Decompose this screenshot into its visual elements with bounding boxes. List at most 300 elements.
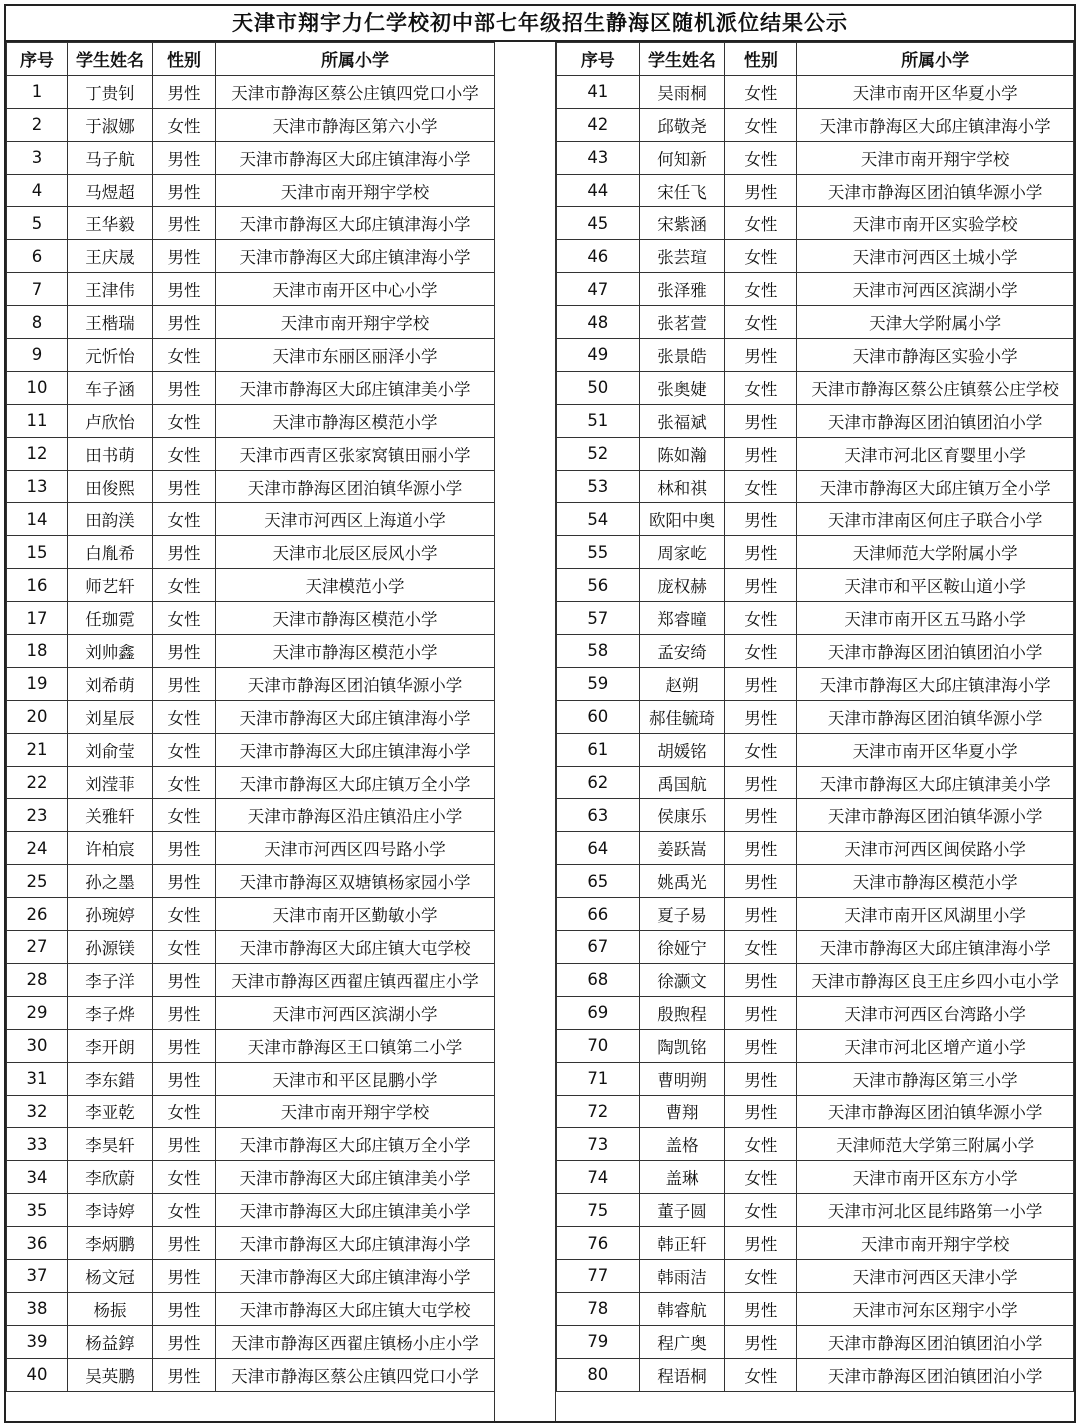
student-name: 姚禹光: [639, 865, 725, 898]
student-name: 张福斌: [639, 404, 725, 437]
student-name: 殷煦程: [639, 996, 725, 1029]
primary-school: 天津市静海区大邱庄镇津海小学: [797, 667, 1074, 700]
student-gender: 男性: [725, 569, 797, 602]
student-name: 任珈霓: [68, 602, 153, 635]
table-row: [7, 404, 495, 437]
student-name: 马煜超: [68, 174, 153, 207]
student-name: 何知新: [639, 141, 725, 174]
column-divider: [494, 42, 556, 1421]
student-name: 张芸瑄: [639, 240, 725, 273]
table-row: [7, 569, 495, 602]
primary-school: 天津市静海区蔡公庄镇四党口小学: [216, 75, 495, 108]
table-row: [557, 536, 1074, 569]
row-index: 79: [557, 1325, 640, 1358]
table-row: [7, 108, 495, 141]
table-row: [557, 1325, 1074, 1358]
table-row: [7, 766, 495, 799]
student-gender: 女性: [153, 1095, 216, 1128]
table-row: [7, 536, 495, 569]
student-name: 田书萌: [68, 437, 153, 470]
student-gender: 男性: [725, 898, 797, 931]
table-row: [557, 273, 1074, 306]
student-name: 许柏宸: [68, 832, 153, 865]
primary-school: 天津市南开区五马路小学: [797, 602, 1074, 635]
primary-school: 天津市河西区上海道小学: [216, 503, 495, 536]
student-gender: 男性: [153, 536, 216, 569]
primary-school: 天津市河西区台湾路小学: [797, 996, 1074, 1029]
student-gender: 女性: [725, 75, 797, 108]
student-gender: 女性: [725, 470, 797, 503]
student-name: 刘帅鑫: [68, 635, 153, 668]
header-index: 序号: [557, 43, 640, 76]
table-row: [7, 602, 495, 635]
student-gender: 男性: [153, 667, 216, 700]
student-gender: 男性: [725, 437, 797, 470]
primary-school: 天津市静海区大邱庄镇津海小学: [216, 1227, 495, 1260]
student-name: 丁贵钊: [68, 75, 153, 108]
student-name: 杨益錞: [68, 1325, 153, 1358]
table-row: [7, 733, 495, 766]
table-row: [7, 898, 495, 931]
row-index: 43: [557, 141, 640, 174]
primary-school: 天津市静海区第三小学: [797, 1062, 1074, 1095]
table-row: [7, 339, 495, 372]
row-index: 54: [557, 503, 640, 536]
row-index: 1: [7, 75, 68, 108]
row-index: 67: [557, 931, 640, 964]
primary-school: 天津大学附属小学: [797, 306, 1074, 339]
table-row: [557, 700, 1074, 733]
primary-school: 天津市静海区大邱庄镇津海小学: [216, 700, 495, 733]
row-index: 7: [7, 273, 68, 306]
student-name: 孟安绮: [639, 635, 725, 668]
table-row: [557, 1029, 1074, 1062]
primary-school: 天津市静海区大邱庄镇津海小学: [216, 240, 495, 273]
primary-school: 天津市静海区团泊镇华源小学: [797, 174, 1074, 207]
primary-school: 天津市静海区大邱庄镇津海小学: [216, 1259, 495, 1292]
student-name: 马子航: [68, 141, 153, 174]
student-gender: 女性: [153, 503, 216, 536]
primary-school: 天津市静海区大邱庄镇大屯学校: [216, 1292, 495, 1325]
student-gender: 女性: [153, 404, 216, 437]
student-name: 邱敬尧: [639, 108, 725, 141]
student-name: 张茗萱: [639, 306, 725, 339]
student-gender: 男性: [153, 832, 216, 865]
table-row: [7, 207, 495, 240]
row-index: 55: [557, 536, 640, 569]
student-name: 李子洋: [68, 963, 153, 996]
student-name: 张奥婕: [639, 371, 725, 404]
row-index: 65: [557, 865, 640, 898]
student-gender: 男性: [153, 240, 216, 273]
primary-school: 天津师范大学第三附属小学: [797, 1128, 1074, 1161]
student-name: 韩雨洁: [639, 1259, 725, 1292]
student-gender: 男性: [153, 470, 216, 503]
table-row: [557, 996, 1074, 1029]
table-row: [7, 1029, 495, 1062]
student-name: 李欣蔚: [68, 1161, 153, 1194]
student-gender: 女性: [153, 733, 216, 766]
table-row: [557, 75, 1074, 108]
student-gender: 男性: [153, 1292, 216, 1325]
student-gender: 女性: [153, 700, 216, 733]
row-index: 50: [557, 371, 640, 404]
primary-school: 天津市河北区增产道小学: [797, 1029, 1074, 1062]
primary-school: 天津市南开区华夏小学: [797, 733, 1074, 766]
row-index: 9: [7, 339, 68, 372]
student-gender: 男性: [153, 306, 216, 339]
primary-school: 天津市静海区团泊镇华源小学: [216, 470, 495, 503]
table-row: [557, 240, 1074, 273]
primary-school: 天津市东丽区丽泽小学: [216, 339, 495, 372]
primary-school: 天津市静海区团泊镇华源小学: [797, 799, 1074, 832]
table-row: [557, 569, 1074, 602]
primary-school: 天津市静海区沿庄镇沿庄小学: [216, 799, 495, 832]
row-index: 29: [7, 996, 68, 1029]
primary-school: 天津市南开区风湖里小学: [797, 898, 1074, 931]
student-gender: 男性: [725, 404, 797, 437]
row-index: 74: [557, 1161, 640, 1194]
header-student-name: 学生姓名: [68, 43, 153, 76]
student-gender: 女性: [725, 1358, 797, 1391]
primary-school: 天津市静海区大邱庄镇津海小学: [216, 207, 495, 240]
row-index: 66: [557, 898, 640, 931]
row-index: 78: [557, 1292, 640, 1325]
table-row: [557, 141, 1074, 174]
row-index: 49: [557, 339, 640, 372]
row-index: 21: [7, 733, 68, 766]
primary-school: 天津市静海区大邱庄镇万全小学: [216, 1128, 495, 1161]
student-name: 郝佳毓琦: [639, 700, 725, 733]
student-gender: 女性: [725, 1259, 797, 1292]
student-gender: 女性: [153, 1161, 216, 1194]
primary-school: 天津市静海区大邱庄镇津美小学: [216, 1194, 495, 1227]
student-gender: 男性: [153, 1358, 216, 1391]
table-row: [7, 1161, 495, 1194]
student-gender: 女性: [153, 602, 216, 635]
table-row: [7, 470, 495, 503]
student-gender: 女性: [725, 207, 797, 240]
row-index: 73: [557, 1128, 640, 1161]
table-row: [7, 503, 495, 536]
student-name: 于淑娜: [68, 108, 153, 141]
results-body-left: [7, 75, 495, 1391]
primary-school: 天津市静海区大邱庄镇津海小学: [216, 733, 495, 766]
table-row: [557, 108, 1074, 141]
student-gender: 女性: [153, 1194, 216, 1227]
row-index: 47: [557, 273, 640, 306]
table-row: [557, 1194, 1074, 1227]
row-index: 45: [557, 207, 640, 240]
student-gender: 男性: [153, 207, 216, 240]
student-name: 姜跃嵩: [639, 832, 725, 865]
primary-school: 天津市南开翔宇学校: [797, 141, 1074, 174]
table-row: [557, 503, 1074, 536]
table-row: [7, 931, 495, 964]
student-name: 杨文冠: [68, 1259, 153, 1292]
student-gender: 女性: [153, 799, 216, 832]
student-gender: 男性: [725, 1292, 797, 1325]
table-row: [557, 470, 1074, 503]
student-gender: 女性: [725, 931, 797, 964]
table-row: [557, 963, 1074, 996]
student-gender: 男性: [725, 996, 797, 1029]
primary-school: 天津市静海区团泊镇华源小学: [797, 1095, 1074, 1128]
primary-school: 天津市南开翔宇学校: [797, 1227, 1074, 1260]
student-gender: 女性: [725, 733, 797, 766]
student-gender: 女性: [153, 898, 216, 931]
row-index: 63: [557, 799, 640, 832]
table-row: [557, 404, 1074, 437]
table-row: [557, 898, 1074, 931]
student-name: 李亚乾: [68, 1095, 153, 1128]
table-row: [7, 799, 495, 832]
row-index: 35: [7, 1194, 68, 1227]
table-row: [7, 75, 495, 108]
table-row: [7, 1292, 495, 1325]
student-gender: 男性: [153, 1062, 216, 1095]
primary-school: 天津市静海区第六小学: [216, 108, 495, 141]
row-index: 52: [557, 437, 640, 470]
primary-school: 天津市静海区团泊镇团泊小学: [797, 635, 1074, 668]
student-gender: 男性: [725, 799, 797, 832]
student-gender: 女性: [725, 1194, 797, 1227]
student-name: 陈如瀚: [639, 437, 725, 470]
primary-school: 天津师范大学附属小学: [797, 536, 1074, 569]
student-gender: 男性: [725, 536, 797, 569]
table-row: [557, 371, 1074, 404]
primary-school: 天津市静海区模范小学: [797, 865, 1074, 898]
row-index: 40: [7, 1358, 68, 1391]
table-row: [7, 996, 495, 1029]
row-index: 5: [7, 207, 68, 240]
student-name: 刘滢菲: [68, 766, 153, 799]
table-row: [7, 437, 495, 470]
page-title: 天津市翔宇力仁学校初中部七年级招生静海区随机派位结果公示: [6, 6, 1074, 42]
primary-school: 天津市河西区四号路小学: [216, 832, 495, 865]
student-gender: 女性: [153, 108, 216, 141]
primary-school: 天津市静海区良王庄乡四小屯小学: [797, 963, 1074, 996]
student-gender: 男性: [153, 141, 216, 174]
student-name: 卢欣怡: [68, 404, 153, 437]
primary-school: 天津市静海区模范小学: [216, 635, 495, 668]
row-index: 71: [557, 1062, 640, 1095]
student-gender: 男性: [153, 1029, 216, 1062]
table-row: [7, 174, 495, 207]
student-name: 郑睿曈: [639, 602, 725, 635]
row-index: 4: [7, 174, 68, 207]
student-name: 程语桐: [639, 1358, 725, 1391]
table-row: [7, 240, 495, 273]
table-row: [7, 1194, 495, 1227]
primary-school: 天津市静海区大邱庄镇津海小学: [797, 931, 1074, 964]
student-name: 程广奥: [639, 1325, 725, 1358]
header-primary-school: 所属小学: [797, 43, 1074, 76]
primary-school: 天津市静海区大邱庄镇万全小学: [797, 470, 1074, 503]
student-name: 王楷瑞: [68, 306, 153, 339]
table-row: [557, 602, 1074, 635]
primary-school: 天津市河西区天津小学: [797, 1259, 1074, 1292]
table-row: [7, 1095, 495, 1128]
student-gender: 女性: [153, 569, 216, 602]
table-row: [7, 865, 495, 898]
student-gender: 男性: [725, 766, 797, 799]
table-row: [7, 1128, 495, 1161]
row-index: 64: [557, 832, 640, 865]
row-index: 76: [557, 1227, 640, 1260]
table-row: [557, 832, 1074, 865]
primary-school: 天津市津南区何庄子联合小学: [797, 503, 1074, 536]
student-gender: 男性: [725, 1227, 797, 1260]
student-name: 张泽雅: [639, 273, 725, 306]
student-gender: 男性: [153, 1325, 216, 1358]
student-name: 侯康乐: [639, 799, 725, 832]
primary-school: 天津市河西区滨湖小学: [216, 996, 495, 1029]
primary-school: 天津市南开区华夏小学: [797, 75, 1074, 108]
student-name: 韩睿航: [639, 1292, 725, 1325]
row-index: 15: [7, 536, 68, 569]
student-name: 董子圆: [639, 1194, 725, 1227]
table-row: [7, 1227, 495, 1260]
primary-school: 天津市北辰区辰风小学: [216, 536, 495, 569]
row-index: 62: [557, 766, 640, 799]
primary-school: 天津市静海区大邱庄镇津美小学: [216, 371, 495, 404]
row-index: 38: [7, 1292, 68, 1325]
table-row: [557, 1292, 1074, 1325]
student-gender: 男性: [725, 1095, 797, 1128]
primary-school: 天津市静海区双塘镇杨家园小学: [216, 865, 495, 898]
table-row: [557, 1095, 1074, 1128]
student-name: 李子烨: [68, 996, 153, 1029]
row-index: 57: [557, 602, 640, 635]
student-name: 刘俞莹: [68, 733, 153, 766]
primary-school: 天津市静海区大邱庄镇津美小学: [797, 766, 1074, 799]
header-gender: 性别: [153, 43, 216, 76]
student-name: 徐灏文: [639, 963, 725, 996]
student-name: 车子涵: [68, 371, 153, 404]
row-index: 20: [7, 700, 68, 733]
row-index: 25: [7, 865, 68, 898]
primary-school: 天津市南开区中心小学: [216, 273, 495, 306]
primary-school: 天津模范小学: [216, 569, 495, 602]
student-name: 禹国航: [639, 766, 725, 799]
row-index: 26: [7, 898, 68, 931]
student-name: 胡媛铭: [639, 733, 725, 766]
student-name: 韩正轩: [639, 1227, 725, 1260]
row-index: 28: [7, 963, 68, 996]
row-index: 30: [7, 1029, 68, 1062]
table-row: [557, 635, 1074, 668]
row-index: 70: [557, 1029, 640, 1062]
primary-school: 天津市南开区勤敏小学: [216, 898, 495, 931]
table-row: [557, 339, 1074, 372]
student-gender: 男性: [153, 963, 216, 996]
row-index: 3: [7, 141, 68, 174]
student-name: 孙源镁: [68, 931, 153, 964]
table-row: [557, 1259, 1074, 1292]
row-index: 22: [7, 766, 68, 799]
student-name: 孙琬婷: [68, 898, 153, 931]
primary-school: 天津市静海区团泊镇团泊小学: [797, 1325, 1074, 1358]
table-row: [557, 174, 1074, 207]
student-gender: 男性: [725, 832, 797, 865]
primary-school: 天津市河北区育婴里小学: [797, 437, 1074, 470]
student-name: 欧阳中奥: [639, 503, 725, 536]
results-table-right: [556, 42, 1074, 1392]
row-index: 17: [7, 602, 68, 635]
row-index: 48: [557, 306, 640, 339]
student-name: 曹明朔: [639, 1062, 725, 1095]
table-row: [557, 865, 1074, 898]
primary-school: 天津市静海区大邱庄镇津美小学: [216, 1161, 495, 1194]
row-index: 36: [7, 1227, 68, 1260]
student-gender: 男性: [725, 1325, 797, 1358]
table-row: [7, 141, 495, 174]
student-name: 徐娅宁: [639, 931, 725, 964]
table-row: [7, 1062, 495, 1095]
student-name: 王庆晟: [68, 240, 153, 273]
student-gender: 男性: [725, 667, 797, 700]
row-index: 58: [557, 635, 640, 668]
student-name: 田俊熙: [68, 470, 153, 503]
primary-school: 天津市和平区鞍山道小学: [797, 569, 1074, 602]
row-index: 11: [7, 404, 68, 437]
primary-school: 天津市静海区西翟庄镇杨小庄小学: [216, 1325, 495, 1358]
row-index: 31: [7, 1062, 68, 1095]
primary-school: 天津市静海区蔡公庄镇四党口小学: [216, 1358, 495, 1391]
student-gender: 男性: [725, 503, 797, 536]
student-name: 吴英鹏: [68, 1358, 153, 1391]
student-gender: 男性: [725, 700, 797, 733]
student-name: 刘希萌: [68, 667, 153, 700]
primary-school: 天津市静海区王口镇第二小学: [216, 1029, 495, 1062]
row-index: 24: [7, 832, 68, 865]
row-index: 51: [557, 404, 640, 437]
student-gender: 女性: [725, 1128, 797, 1161]
student-gender: 男性: [725, 1062, 797, 1095]
table-row: [557, 306, 1074, 339]
student-gender: 女性: [153, 931, 216, 964]
primary-school: 天津市河西区滨湖小学: [797, 273, 1074, 306]
table-row: [557, 667, 1074, 700]
table-row: [7, 832, 495, 865]
student-gender: 男性: [153, 1128, 216, 1161]
student-gender: 女性: [725, 635, 797, 668]
student-gender: 男性: [153, 371, 216, 404]
row-index: 8: [7, 306, 68, 339]
student-name: 林和祺: [639, 470, 725, 503]
student-gender: 男性: [725, 963, 797, 996]
header-gender: 性别: [725, 43, 797, 76]
student-name: 李炳鹏: [68, 1227, 153, 1260]
primary-school: 天津市静海区大邱庄镇津海小学: [216, 141, 495, 174]
student-name: 关雅轩: [68, 799, 153, 832]
primary-school: 天津市南开区实验学校: [797, 207, 1074, 240]
results-body-right: [557, 75, 1074, 1391]
student-gender: 男性: [725, 865, 797, 898]
primary-school: 天津市河北区昆纬路第一小学: [797, 1194, 1074, 1227]
primary-school: 天津市静海区西翟庄镇西翟庄小学: [216, 963, 495, 996]
row-index: 12: [7, 437, 68, 470]
student-name: 刘星辰: [68, 700, 153, 733]
row-index: 19: [7, 667, 68, 700]
student-gender: 女性: [725, 240, 797, 273]
student-gender: 男性: [725, 1029, 797, 1062]
primary-school: 天津市南开区东方小学: [797, 1161, 1074, 1194]
table-row: [557, 733, 1074, 766]
table-row: [7, 371, 495, 404]
student-name: 吴雨桐: [639, 75, 725, 108]
